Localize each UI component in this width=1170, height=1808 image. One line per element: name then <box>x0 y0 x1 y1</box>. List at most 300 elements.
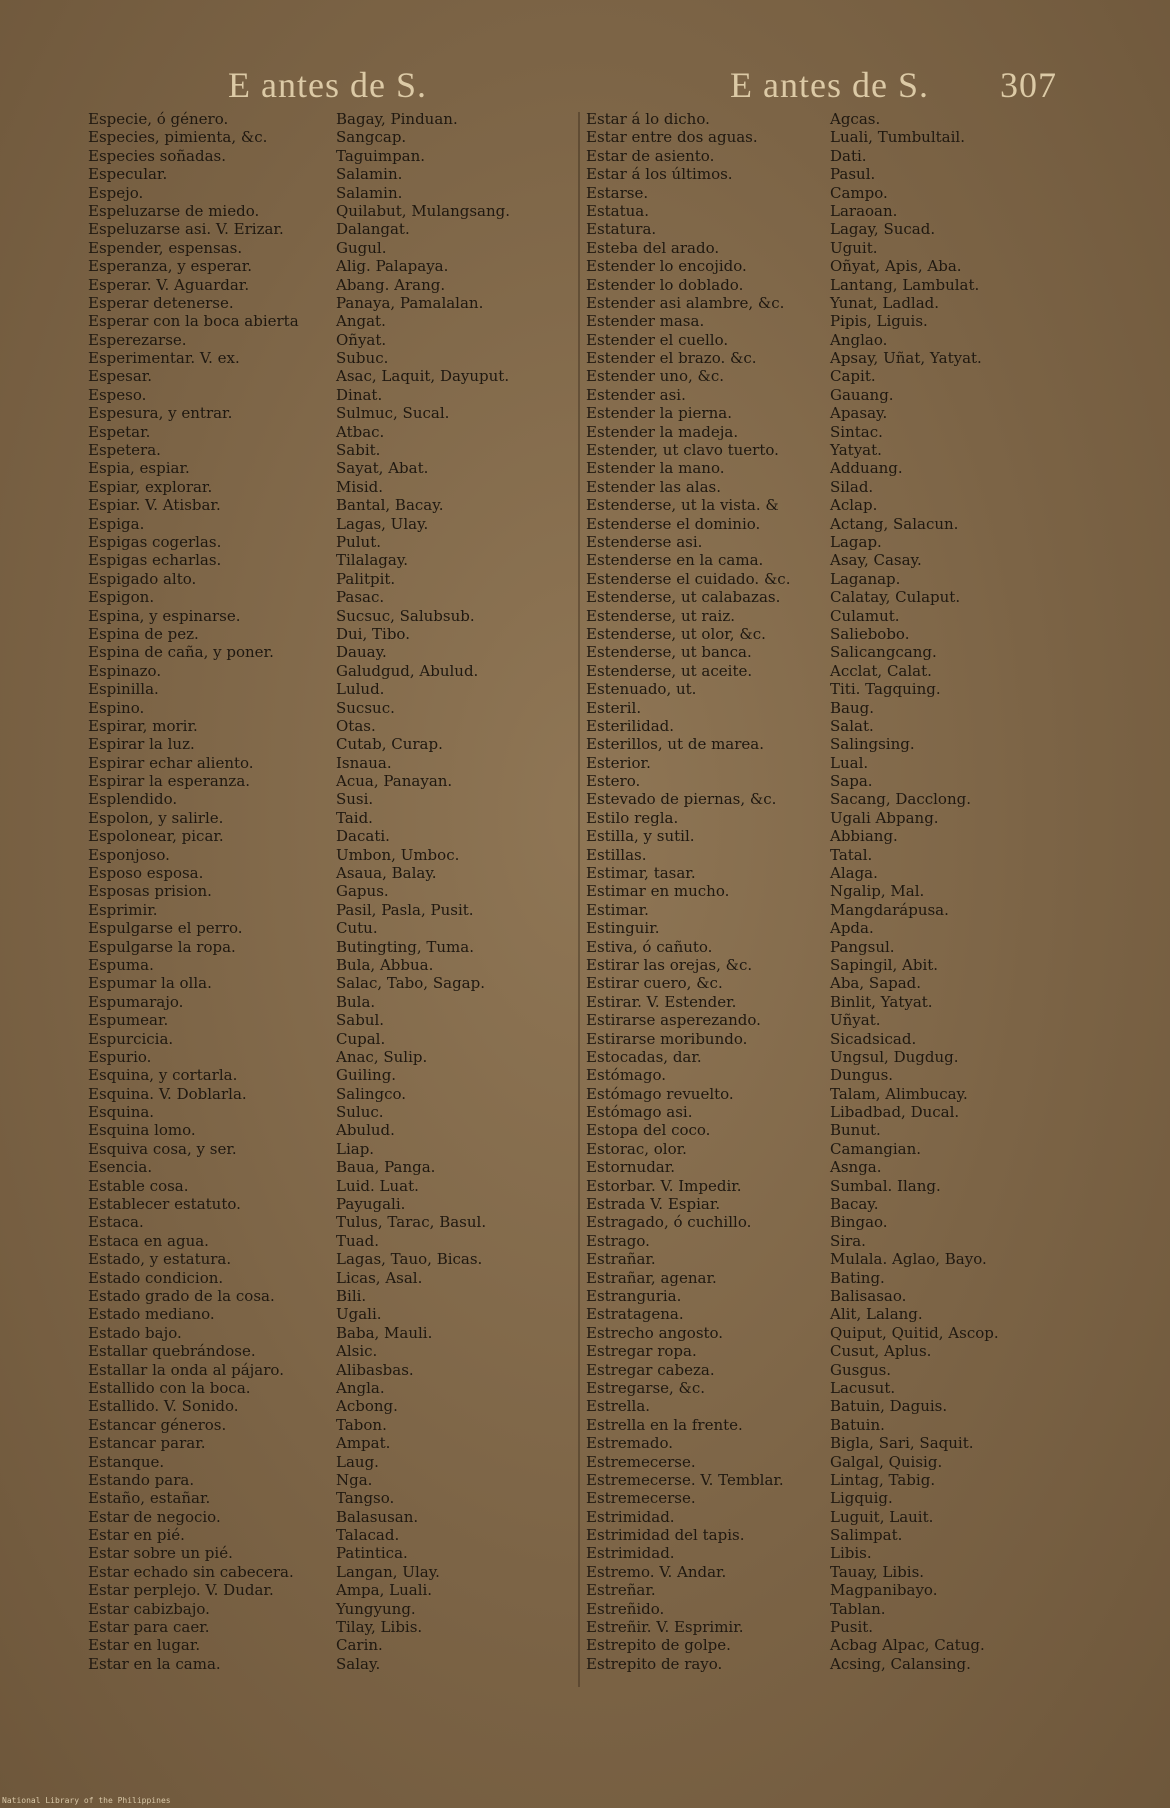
spanish-term: Estrepito de golpe. <box>586 1636 731 1655</box>
translation: Sulmuc, Sucal. <box>336 404 450 423</box>
spanish-term: Esterillos, ut de marea. <box>586 735 765 754</box>
page-number: 307 <box>1000 65 1057 105</box>
spanish-term: Estender asi alambre, &c. <box>586 293 785 312</box>
translation: Galgal, Quisig. <box>830 1452 943 1471</box>
translation: Gusgus. <box>830 1360 892 1379</box>
spanish-term: Esquiva cosa, y ser. <box>88 1139 237 1158</box>
dictionary-entry <box>586 349 999 367</box>
translation: Cupal. <box>336 1029 386 1048</box>
spanish-term: Estrañar. <box>586 1250 656 1269</box>
spanish-term: Estenderse, ut banca. <box>586 643 752 662</box>
translation: Liap. <box>336 1139 375 1158</box>
spanish-term: Estenderse, ut calabazas. <box>586 588 781 607</box>
spanish-term: Estar en lugar. <box>88 1636 201 1655</box>
translation: Gugul. <box>336 238 387 257</box>
translation: Ligquig. <box>830 1489 893 1508</box>
spanish-term: Esteril. <box>586 698 642 717</box>
dictionary-entry <box>88 938 510 956</box>
translation: Asnga. <box>830 1158 882 1177</box>
spanish-term: Espulgarse el perro. <box>88 919 243 938</box>
dictionary-entry <box>88 404 510 422</box>
spanish-term: Estender, ut clavo tuerto. <box>586 441 779 460</box>
translation: Asac, Laquit, Dayuput. <box>336 367 510 386</box>
spanish-term: Estregarse, &c. <box>586 1378 706 1397</box>
spanish-term: Estremecerse. <box>586 1489 696 1508</box>
spanish-term: Espumear. <box>88 1011 169 1030</box>
dictionary-entry <box>586 1305 999 1323</box>
dictionary-entry <box>586 827 999 845</box>
dictionary-entry <box>586 974 999 992</box>
spanish-term: Espumar la olla. <box>88 974 212 993</box>
translation: Alit, Lalang. <box>830 1305 923 1324</box>
translation: Ampat. <box>336 1434 391 1453</box>
dictionary-entry <box>586 1287 999 1305</box>
translation: Susi. <box>336 790 374 809</box>
dictionary-entry <box>586 1342 999 1360</box>
spanish-term: Estopa del coco. <box>586 1121 711 1140</box>
dictionary-entry <box>88 1453 510 1471</box>
translation: Isnaua. <box>336 753 392 772</box>
dictionary-entry <box>88 809 510 827</box>
spanish-term: Esquina lomo. <box>88 1121 196 1140</box>
dictionary-entry <box>586 1397 999 1415</box>
dictionary-entry <box>586 515 999 533</box>
translation: Subuc. <box>336 349 389 368</box>
spanish-term: Estatua. <box>586 201 650 220</box>
spanish-term: Espulgarse la ropa. <box>88 937 236 956</box>
translation: Yungyung. <box>336 1599 416 1618</box>
spanish-term: Estrepito de rayo. <box>586 1654 723 1673</box>
spanish-term: Espeso. <box>88 385 147 404</box>
translation: Acbag Alpac, Catug. <box>830 1636 985 1655</box>
spanish-term: Estado condicion. <box>88 1268 224 1287</box>
dictionary-entry <box>586 478 999 496</box>
dictionary-entry <box>586 386 999 404</box>
spanish-term: Estirar. V. Estender. <box>586 992 737 1011</box>
dictionary-entry <box>88 257 510 275</box>
dictionary-entry <box>88 423 510 441</box>
translation: Campo. <box>830 183 888 202</box>
spanish-term: Estirar las orejas, &c. <box>586 955 753 974</box>
dictionary-entry <box>88 165 510 183</box>
translation: Lagas, Ulay. <box>336 514 429 533</box>
spanish-term: Estreñido. <box>586 1599 665 1618</box>
running-head-right: E antes de S. <box>730 65 929 105</box>
dictionary-entry <box>88 1508 510 1526</box>
translation: Apda. <box>830 919 874 938</box>
spanish-term: Especies, pimienta, &c. <box>88 128 268 147</box>
spanish-term: Espiar, explorar. <box>88 477 213 496</box>
spanish-term: Esplendido. <box>88 790 178 809</box>
translation: Luguit, Lauit. <box>830 1507 934 1526</box>
dictionary-entry <box>88 1434 510 1452</box>
dictionary-entry <box>586 1048 999 1066</box>
translation: Binlit, Yatyat. <box>830 992 933 1011</box>
dictionary-entry <box>88 680 510 698</box>
dictionary-entry <box>586 1636 999 1654</box>
dictionary-entry <box>586 938 999 956</box>
translation: Baug. <box>830 698 874 717</box>
dictionary-entry <box>586 1140 999 1158</box>
dictionary-entry <box>88 1140 510 1158</box>
dictionary-entry <box>88 276 510 294</box>
spanish-term: Estornudar. <box>586 1158 676 1177</box>
dictionary-entry <box>586 919 999 937</box>
dictionary-entry <box>586 239 999 257</box>
dictionary-entry <box>586 1361 999 1379</box>
dictionary-entry <box>88 533 510 551</box>
translation: Acbong. <box>336 1397 398 1416</box>
translation: Abbiang. <box>830 827 898 846</box>
translation: Quilabut, Mulangsang. <box>336 201 511 220</box>
translation: Salac, Tabo, Sagap. <box>336 974 485 993</box>
translation: Apasay. <box>830 404 888 423</box>
spanish-term: Espejo. <box>88 183 144 202</box>
dictionary-entry <box>586 1177 999 1195</box>
translation: Mulala. Aglao, Bayo. <box>830 1250 987 1269</box>
spanish-term: Espeluzarse de miedo. <box>88 201 260 220</box>
dictionary-entry <box>586 735 999 753</box>
translation: Salimpat. <box>830 1526 903 1545</box>
spanish-term: Estero. <box>586 772 641 791</box>
spanish-term: Esquina. V. Doblarla. <box>88 1084 247 1103</box>
dictionary-entry <box>586 570 999 588</box>
dictionary-entry <box>88 367 510 385</box>
translation: Pasil, Pasla, Pusit. <box>336 900 474 919</box>
spanish-term: Esposas prision. <box>88 882 212 901</box>
dictionary-entry <box>88 220 510 238</box>
translation: Pangsul. <box>830 937 895 956</box>
spanish-term: Estenderse, ut aceite. <box>586 661 753 680</box>
translation: Ungsul, Dugdug. <box>830 1047 959 1066</box>
dictionary-entry <box>586 993 999 1011</box>
translation: Capit. <box>830 367 876 386</box>
dictionary-entry <box>586 699 999 717</box>
spanish-term: Estimar, tasar. <box>586 864 696 883</box>
dictionary-entry <box>586 662 999 680</box>
dictionary-entry <box>586 496 999 514</box>
spanish-term: Estrada V. Espiar. <box>586 1195 721 1214</box>
dictionary-entry <box>88 1269 510 1287</box>
spanish-term: Estómago asi. <box>586 1103 693 1122</box>
spanish-term: Estilo regla. <box>586 808 679 827</box>
spanish-term: Estiva, ó cañuto. <box>586 937 713 956</box>
translation: Acua, Panayan. <box>336 772 453 791</box>
translation: Cusut, Aplus. <box>830 1342 932 1361</box>
spanish-term: Esquina. <box>88 1103 155 1122</box>
translation: Aclap. <box>830 496 878 515</box>
page-header <box>0 64 1170 114</box>
dictionary-entry <box>88 1232 510 1250</box>
spanish-term: Espolonear, picar. <box>88 827 224 846</box>
translation: Magpanibayo. <box>830 1581 938 1600</box>
dictionary-entry <box>88 662 510 680</box>
dictionary-entry <box>586 1030 999 1048</box>
translation: Ngalip, Mal. <box>830 882 925 901</box>
dictionary-entry <box>586 1453 999 1471</box>
spanish-term: Estaño, estañar. <box>88 1489 211 1508</box>
translation: Saliebobo. <box>830 624 910 643</box>
translation: Acclat, Calat. <box>830 661 932 680</box>
dictionary-entry <box>88 1305 510 1323</box>
spanish-term: Estenderse, ut raiz. <box>586 606 736 625</box>
translation: Oñyat. <box>336 330 387 349</box>
dictionary-entry <box>88 956 510 974</box>
spanish-term: Espia, espiar. <box>88 459 190 478</box>
spanish-term: Estirarse asperezando. <box>586 1011 761 1030</box>
spanish-term: Especie, ó género. <box>88 110 229 128</box>
dictionary-column-left <box>88 110 510 1673</box>
dictionary-entry <box>88 625 510 643</box>
translation: Tabon. <box>336 1415 387 1434</box>
dictionary-entry <box>586 1324 999 1342</box>
dictionary-entry <box>586 423 999 441</box>
translation: Tablan. <box>830 1599 886 1618</box>
spanish-term: Estado grado de la cosa. <box>88 1287 275 1305</box>
dictionary-entry <box>88 331 510 349</box>
spanish-term: Estender masa. <box>586 312 705 331</box>
spanish-term: Estando para. <box>88 1470 195 1489</box>
translation: Panaya, Pamalalan. <box>336 293 484 312</box>
spanish-term: Estrago. <box>586 1231 650 1250</box>
dictionary-entry <box>586 790 999 808</box>
spanish-term: Espurio. <box>88 1047 152 1066</box>
dictionary-entry <box>586 846 999 864</box>
dictionary-entry <box>88 699 510 717</box>
spanish-term: Estrecho angosto. <box>586 1323 724 1342</box>
dictionary-entry <box>88 1030 510 1048</box>
spanish-term: Espetera. <box>88 441 161 460</box>
spanish-term: Estremo. V. Andar. <box>586 1562 727 1581</box>
spanish-term: Estallido con la boca. <box>88 1378 251 1397</box>
spanish-term: Espeluzarse asi. V. Erizar. <box>88 220 284 239</box>
spanish-term: Estaca. <box>88 1213 144 1232</box>
spanish-term: Esponjoso. <box>88 845 170 864</box>
dictionary-entry <box>88 1471 510 1489</box>
dictionary-entry <box>88 1379 510 1397</box>
dictionary-entry <box>586 165 999 183</box>
dictionary-entry <box>88 441 510 459</box>
translation: Angat. <box>336 312 386 331</box>
spanish-term: Estevado de piernas, &c. <box>586 790 777 809</box>
spanish-term: Esperanza, y esperar. <box>88 257 252 276</box>
dictionary-entry <box>586 533 999 551</box>
dictionary-entry <box>586 459 999 477</box>
spanish-term: Espigado alto. <box>88 569 197 588</box>
spanish-term: Estender la madeja. <box>586 422 739 441</box>
dictionary-entry <box>88 515 510 533</box>
dictionary-entry <box>586 754 999 772</box>
spanish-term: Estable cosa. <box>88 1176 189 1195</box>
translation: Sapa. <box>830 772 873 791</box>
translation: Bula. <box>336 992 376 1011</box>
translation: Sabul. <box>336 1011 385 1030</box>
dictionary-entry <box>586 276 999 294</box>
spanish-term: Estimar. <box>586 900 649 919</box>
translation: Tatal. <box>830 845 873 864</box>
translation: Sapingil, Abit. <box>830 955 939 974</box>
dictionary-entry <box>586 331 999 349</box>
spanish-term: Estorbar. V. Impedir. <box>586 1176 742 1195</box>
spanish-term: Estarse. <box>586 183 649 202</box>
translation: Lagap. <box>830 532 882 551</box>
translation: Pulut. <box>336 532 382 551</box>
translation: Laganap. <box>830 569 901 588</box>
translation: Lagas, Tauo, Bicas. <box>336 1250 483 1269</box>
spanish-term: Esquina, y cortarla. <box>88 1066 238 1085</box>
spanish-term: Estar de negocio. <box>88 1507 221 1526</box>
spanish-term: Estallar la onda al pájaro. <box>88 1360 284 1379</box>
spanish-term: Espirar la esperanza. <box>88 772 251 791</box>
spanish-term: Esteba del arado. <box>586 238 720 257</box>
spanish-term: Estar entre dos aguas. <box>586 128 758 147</box>
spanish-term: Espesura, y entrar. <box>88 404 233 423</box>
translation: Titi. Tagquing. <box>830 680 941 699</box>
translation: Taguimpan. <box>336 146 426 165</box>
dictionary-entry <box>88 754 510 772</box>
spanish-term: Estirarse moribundo. <box>586 1029 748 1048</box>
dictionary-entry <box>586 1416 999 1434</box>
spanish-term: Estallido. V. Sonido. <box>88 1397 239 1416</box>
dictionary-entry <box>88 478 510 496</box>
translation: Salingsing. <box>830 735 915 754</box>
translation: Actang, Salacun. <box>830 514 959 533</box>
dictionary-entry <box>586 1195 999 1213</box>
dictionary-entry <box>88 1213 510 1231</box>
spanish-term: Estenderse el dominio. <box>586 514 761 533</box>
translation: Pasul. <box>830 165 876 184</box>
spanish-term: Esprimir. <box>88 900 158 919</box>
translation: Pusit. <box>830 1618 874 1637</box>
translation: Salingco. <box>336 1084 407 1103</box>
dictionary-entry <box>586 1121 999 1139</box>
dictionary-entry <box>586 1232 999 1250</box>
dictionary-entry <box>88 1121 510 1139</box>
spanish-term: Estreñir. V. Esprimir. <box>586 1618 744 1637</box>
translation: Talam, Alimbucay. <box>830 1084 968 1103</box>
translation: Tangso. <box>336 1489 395 1508</box>
translation: Dungus. <box>830 1066 894 1085</box>
translation: Tilalagay. <box>336 551 409 570</box>
dictionary-entry <box>586 1526 999 1544</box>
spanish-term: Esposo esposa. <box>88 864 204 883</box>
translation: Batuin, Daguis. <box>830 1397 948 1416</box>
spanish-term: Estender las alas. <box>586 477 721 496</box>
spanish-term: Estado mediano. <box>88 1305 215 1324</box>
spanish-term: Estado bajo. <box>88 1323 182 1342</box>
translation: Salicangcang. <box>830 643 937 662</box>
translation: Luid. Luat. <box>336 1176 419 1195</box>
spanish-term: Estar sobre un pié. <box>88 1544 233 1563</box>
dictionary-entry <box>586 680 999 698</box>
dictionary-entry <box>88 128 510 146</box>
spanish-term: Espina de pez. <box>88 624 199 643</box>
translation: Bingao. <box>830 1213 888 1232</box>
dictionary-entry <box>88 110 510 128</box>
dictionary-entry <box>586 202 999 220</box>
spanish-term: Estar en pié. <box>88 1526 185 1545</box>
spanish-term: Estancar géneros. <box>88 1415 227 1434</box>
dictionary-entry <box>88 1489 510 1507</box>
dictionary-entry <box>586 257 999 275</box>
dictionary-entry <box>586 809 999 827</box>
dictionary-entry <box>586 1011 999 1029</box>
translation: Quiput, Quitid, Ascop. <box>830 1323 999 1342</box>
translation: Uñyat. <box>830 1011 881 1030</box>
translation: Cutu. <box>336 919 378 938</box>
spanish-term: Estremado. <box>586 1434 674 1453</box>
spanish-term: Estallar quebrándose. <box>88 1342 256 1361</box>
translation: Sacang, Dacclong. <box>830 790 971 809</box>
dictionary-entry <box>88 1581 510 1599</box>
translation: Tuad. <box>336 1231 379 1250</box>
translation: Angla. <box>336 1378 385 1397</box>
spanish-term: Estar en la cama. <box>88 1654 221 1673</box>
dictionary-entry <box>88 1655 510 1673</box>
translation: Anac, Sulip. <box>336 1047 428 1066</box>
dictionary-entry <box>586 1158 999 1176</box>
spanish-term: Estender lo doblado. <box>586 275 744 294</box>
spanish-term: Espigas cogerlas. <box>88 532 222 551</box>
translation: Ugali Abpang. <box>830 808 939 827</box>
dictionary-entry <box>88 1177 510 1195</box>
translation: Sumbal. Ilang. <box>830 1176 941 1195</box>
dictionary-entry <box>586 184 999 202</box>
dictionary-entry <box>88 1416 510 1434</box>
spanish-term: Espirar, morir. <box>88 716 198 735</box>
dictionary-entry <box>88 1526 510 1544</box>
dictionary-entry <box>586 1581 999 1599</box>
dictionary-entry <box>88 184 510 202</box>
translation: Bantal, Bacay. <box>336 496 444 515</box>
spanish-term: Espetar. <box>88 422 151 441</box>
dictionary-entry <box>88 1158 510 1176</box>
dictionary-entry <box>88 349 510 367</box>
spanish-term: Espiar. V. Atisbar. <box>88 496 221 515</box>
translation: Calatay, Culaput. <box>830 588 961 607</box>
spanish-term: Estender el cuello. <box>586 330 729 349</box>
translation: Tilay, Libis. <box>336 1618 423 1637</box>
translation: Gauang. <box>830 385 894 404</box>
translation: Lulud. <box>336 680 385 699</box>
translation: Bacay. <box>830 1195 879 1214</box>
translation: Batuin. <box>830 1415 885 1434</box>
translation: Sira. <box>830 1231 866 1250</box>
library-footer: National Library of the Philippines <box>2 1796 171 1805</box>
translation: Baba, Mauli. <box>336 1323 433 1342</box>
dictionary-entry <box>88 459 510 477</box>
spanish-term: Esterior. <box>586 753 651 772</box>
translation: Agcas. <box>830 110 881 128</box>
dictionary-entry <box>586 404 999 422</box>
spanish-term: Estragado, ó cuchillo. <box>586 1213 752 1232</box>
spanish-term: Espina, y espinarse. <box>88 606 241 625</box>
spanish-term: Estenderse, ut olor, &c. <box>586 624 766 643</box>
dictionary-entry <box>586 441 999 459</box>
spanish-term: Establecer estatuto. <box>88 1195 241 1214</box>
translation: Payugali. <box>336 1195 406 1214</box>
dictionary-entry <box>586 1434 999 1452</box>
dictionary-entry <box>586 1213 999 1231</box>
spanish-term: Espender, espensas. <box>88 238 243 257</box>
translation: Alsic. <box>336 1342 378 1361</box>
spanish-term: Estender el brazo. &c. <box>586 349 757 368</box>
dictionary-column-right <box>586 110 999 1673</box>
translation: Salamin. <box>336 183 403 202</box>
dictionary-entry <box>88 1324 510 1342</box>
spanish-term: Estender la mano. <box>586 459 725 478</box>
translation: Pipis, Liguis. <box>830 312 928 331</box>
